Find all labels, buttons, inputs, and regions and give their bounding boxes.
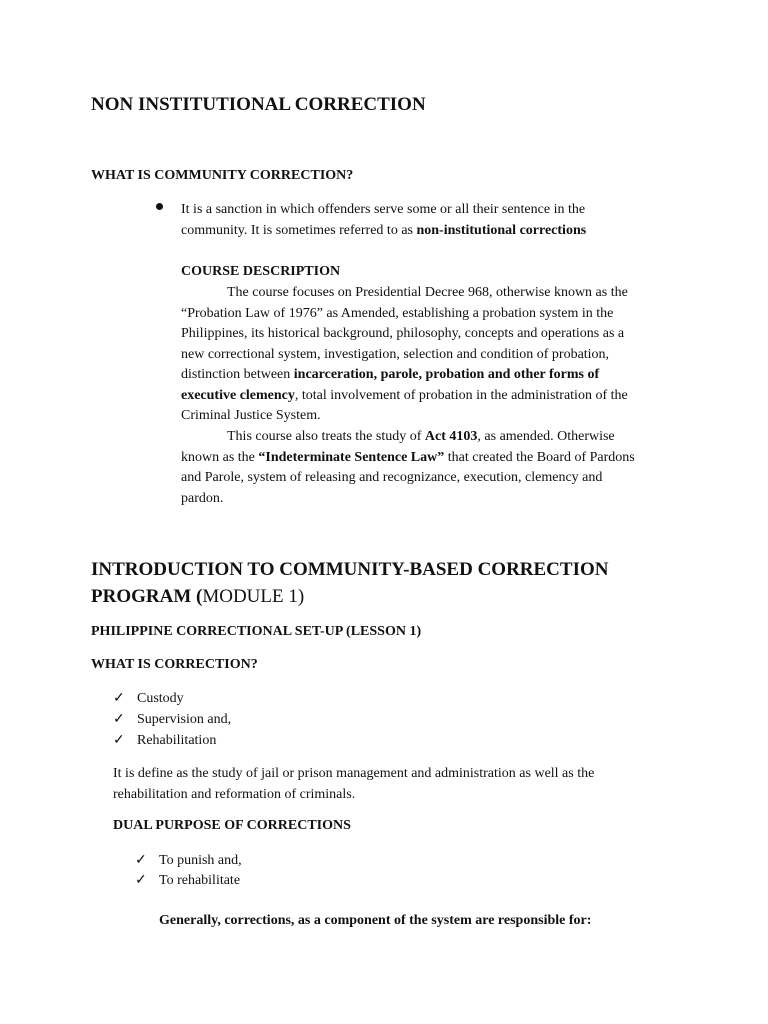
- list-item: [135, 872, 240, 889]
- bold-term: non-institutional corrections: [416, 222, 587, 238]
- bold-term: incarceration, parole, probation and other forms of: [293, 367, 600, 382]
- text-line: rehabilitation and reformation of criminals.: [113, 787, 356, 802]
- bullet-dot-icon: [156, 203, 163, 210]
- list-item-label: To punish and,: [159, 853, 242, 868]
- text-line: [181, 448, 635, 469]
- text-line: It is a sanction in which offenders serve some or all their sentence in the: [181, 202, 586, 217]
- bold-term: “Indeterminate Sentence Law”: [258, 449, 445, 465]
- text-span: community. It is sometimes referred to as: [181, 222, 417, 238]
- bold-term: Act 4103: [424, 429, 478, 444]
- bullet-paragraph: [181, 200, 586, 241]
- section-heading-what-is-correction: WHAT IS CORRECTION?: [91, 657, 258, 672]
- text-line: [181, 427, 635, 448]
- bold-term: executive clemency: [181, 387, 295, 403]
- definition-paragraph: [113, 763, 594, 805]
- text-line: “Probation Law of 1976” as Amended, establishing a probation system in the: [181, 305, 614, 321]
- text-line: and Parole, system of releasing and recognizance, execution, clemency and: [181, 470, 603, 485]
- course-description-paragraph-2: [181, 427, 635, 509]
- section-heading-community-correction: WHAT IS COMMUNITY CORRECTION?: [91, 168, 354, 183]
- text-span: that created the Board of Pardons: [444, 449, 635, 465]
- text-span: distinction between: [181, 367, 294, 382]
- text-line: new correctional system, investigation, selection and condition of probation,: [181, 346, 610, 362]
- checkmark-icon: ✓: [113, 733, 125, 748]
- course-description-heading: COURSE DESCRIPTION: [181, 264, 341, 279]
- list-item-label: Custody: [137, 691, 184, 706]
- list-item-label: Rehabilitation: [137, 733, 217, 748]
- course-description-paragraph-1: [181, 283, 628, 427]
- list-item-label: Supervision and,: [137, 712, 232, 727]
- checkmark-icon: ✓: [113, 712, 125, 727]
- text-line: [181, 221, 586, 242]
- text-span: PROGRAM (: [91, 586, 203, 607]
- text-line: Philippines, its historical background, philosophy, concepts and operations as a: [181, 326, 625, 341]
- text-span: known as the: [181, 449, 259, 465]
- text-span: , as amended. Otherwise: [477, 429, 615, 444]
- document-title: NON INSTITUTIONAL CORRECTION: [91, 94, 426, 115]
- generally-statement: Generally, corrections, as a component of the system are responsible for:: [159, 913, 592, 928]
- module-heading-line-2: [91, 583, 608, 610]
- list-item: [135, 852, 242, 869]
- text-line: It is define as the study of jail or prison management and administration as well as the: [113, 766, 595, 781]
- list-item: [113, 711, 231, 728]
- text-line: Criminal Justice System.: [181, 408, 321, 423]
- text-span: MODULE 1): [202, 586, 305, 607]
- list-item-label: To rehabilitate: [159, 873, 241, 888]
- checkmark-icon: ✓: [135, 873, 147, 888]
- lesson-heading: PHILIPPINE CORRECTIONAL SET-UP (LESSON 1): [91, 624, 422, 639]
- dual-purpose-heading: DUAL PURPOSE OF CORRECTIONS: [113, 818, 351, 833]
- list-item: [113, 690, 184, 707]
- text-span: , total involvement of probation in the administration of the: [294, 387, 628, 403]
- module-heading-line-1: INTRODUCTION TO COMMUNITY-BASED CORRECTION: [91, 559, 609, 580]
- text-line: The course focuses on Presidential Decree 968, otherwise known as the: [227, 285, 628, 300]
- list-item: [113, 732, 216, 749]
- checkmark-icon: ✓: [113, 691, 125, 706]
- text-line: pardon.: [181, 490, 224, 506]
- text-line: [181, 386, 628, 407]
- text-line: [181, 365, 628, 386]
- text-span: This course also treats the study of: [227, 429, 425, 444]
- module-heading: [91, 556, 608, 610]
- checkmark-icon: ✓: [135, 853, 147, 868]
